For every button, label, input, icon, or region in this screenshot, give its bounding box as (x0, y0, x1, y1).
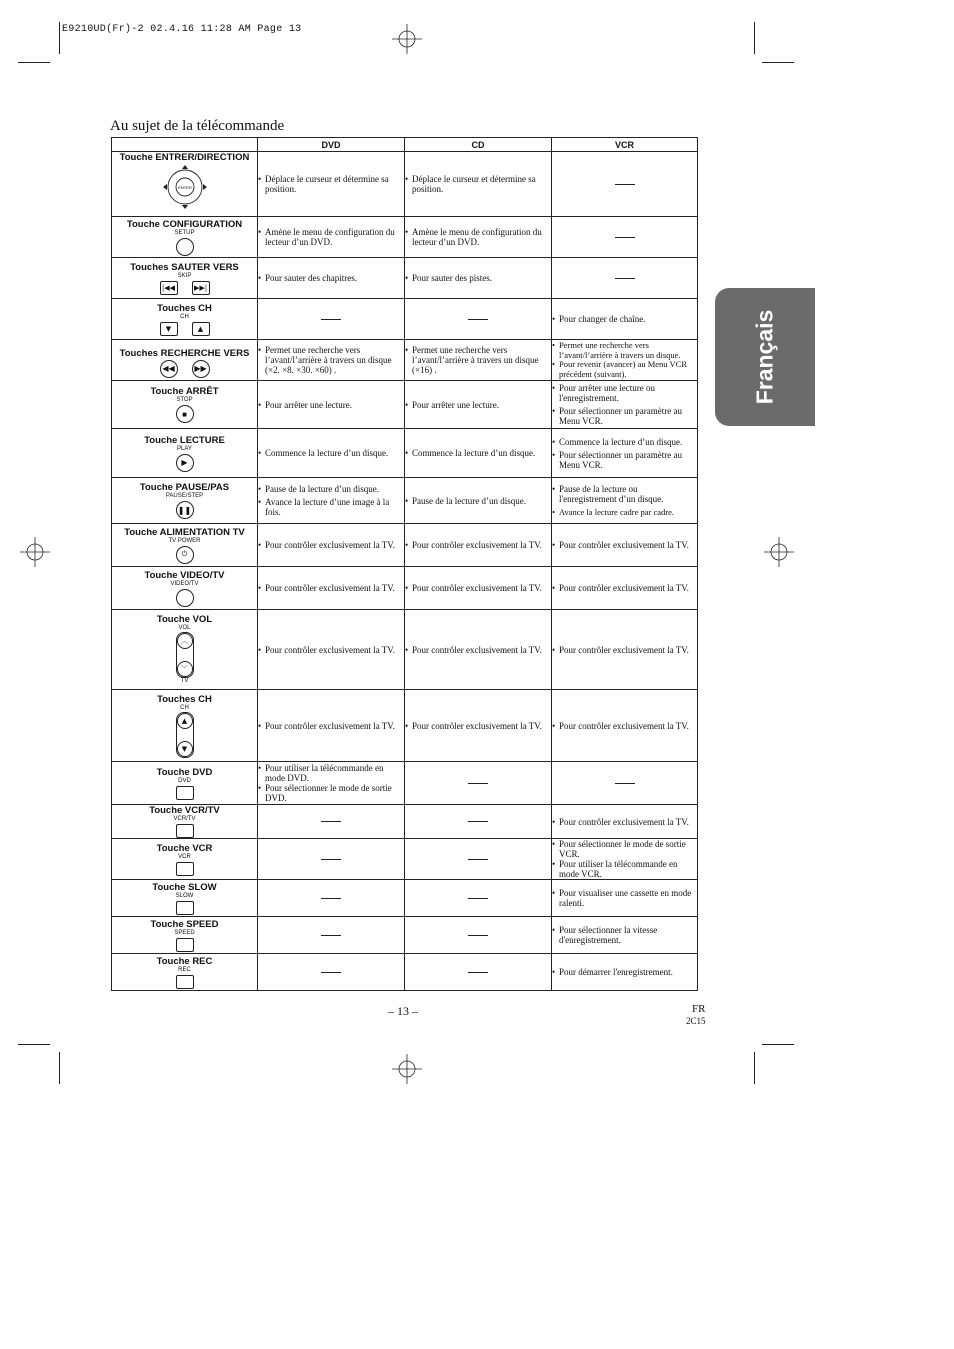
table-row (112, 299, 698, 340)
bullet-text: Pour contrôler exclusivement la TV. (559, 816, 689, 827)
cell-dvd: • Pause de la lecture d’un disque. • Avance la lecture d’une image à la fois. (258, 478, 405, 524)
not-applicable-dash (321, 972, 341, 973)
cell-cd: • Permet une recherche vers l’avant/l’arrière à travers un disque (×16) . (405, 340, 552, 381)
power-icon: ⏻ (176, 546, 194, 564)
button-label: VCR (178, 853, 191, 860)
button-label: REC (178, 966, 191, 973)
play-icon: ▶ (176, 454, 194, 472)
channel-up-icon: ▲ (177, 713, 193, 729)
cell-dvd: • Commence la lecture d’un disque. (258, 429, 405, 478)
column-header-cd: CD (405, 138, 552, 152)
button-label: VCR/TV (173, 816, 196, 822)
column-header-vcr: VCR (552, 138, 698, 152)
cell-dvd: • Pour contrôler exclusivement la TV. (258, 567, 405, 610)
button-label: TV (180, 678, 189, 684)
direction-pad-icon (160, 163, 210, 211)
table-row (112, 381, 698, 429)
cell-vcr: • Pour contrôler exclusivement la TV. (552, 567, 698, 610)
cell-dvd (258, 880, 405, 917)
cell-cd: • Pour arrêter une lecture. (405, 381, 552, 429)
cell-vcr: • Pour démarrer l'enregistrement. (552, 954, 698, 991)
cell-vcr (552, 152, 698, 217)
cell-cd: • Pour contrôler exclusivement la TV. (405, 610, 552, 690)
language-tab-label: Français (751, 309, 778, 405)
cell-cd (405, 805, 552, 839)
key-cell (112, 805, 258, 839)
bullet-text: Pour contrôler exclusivement la TV. (265, 583, 395, 593)
bullet-text: Avance la lecture cadre par cadre. (559, 507, 674, 517)
key-cell (112, 217, 258, 258)
button-label: VIDEO/TV (170, 580, 199, 587)
cell-cd: • Pour contrôler exclusivement la TV. (405, 567, 552, 610)
vcr-button-icon (176, 862, 194, 876)
channel-up-icon: ▲ (192, 322, 210, 336)
cell-cd: • Pour contrôler exclusivement la TV. (405, 690, 552, 762)
cell-cd: • Pour sauter des pistes. (405, 258, 552, 299)
key-cell (112, 381, 258, 429)
key-name: Touches CH (157, 693, 212, 705)
table-row (112, 839, 698, 880)
key-cell (112, 880, 258, 917)
bullet-text: Pour contrôler exclusivement la TV. (265, 644, 395, 655)
print-header: E9210UD(Fr)-2 02.4.16 11:28 AM Page 13 (62, 24, 302, 35)
stop-icon: ■ (176, 405, 194, 423)
table-row (112, 340, 698, 381)
channel-down-icon: ▼ (160, 322, 178, 336)
not-applicable-dash (321, 935, 341, 936)
cell-vcr: • Pour visualiser une cassette en mode ralenti. (552, 880, 698, 917)
language-code: FR (692, 1003, 706, 1015)
key-cell (112, 839, 258, 880)
cell-dvd: • Pour contrôler exclusivement la TV. (258, 690, 405, 762)
table-row (112, 478, 698, 524)
not-applicable-dash (321, 319, 341, 320)
fast-forward-icon: ▶▶ (192, 360, 210, 378)
key-name: Touches SAUTER VERS (130, 261, 239, 273)
cell-vcr (552, 217, 698, 258)
key-name: Touche ARRÊT (150, 386, 219, 397)
bullet-text: Pour utiliser la télécommande en mode VCR. (559, 859, 678, 879)
table-header-row (112, 138, 698, 152)
key-cell (112, 258, 258, 299)
not-applicable-dash (615, 237, 635, 238)
cell-vcr: • Pour sélectionner le mode de sortie VCR. • Pour utiliser la télécommande en mode VCR. (552, 839, 698, 880)
bullet-text: Pause de la lecture d’un disque. (412, 495, 526, 506)
cell-vcr (552, 762, 698, 805)
bullet-text: Pour revenir (avancer) au Menu VCR précédent (suivant). (559, 359, 688, 379)
cell-dvd: • Pour sauter des chapitres. (258, 258, 405, 299)
cell-vcr: • Commence la lecture d’un disque. • Pour sélectionner un paramètre au Menu VCR. (552, 429, 698, 478)
cell-vcr: • Pause de la lecture ou l'enregistrement d’un disque. • Avance la lecture cadre par cadre. (552, 478, 698, 524)
cell-vcr: • Pour changer de chaîne. (552, 299, 698, 340)
not-applicable-dash (321, 821, 341, 822)
enter-label: ENTER (177, 185, 192, 190)
bullet-text: Permet une recherche vers l’avant/l’arrière à travers un disque (×16) . (412, 345, 539, 375)
table-row (112, 152, 698, 217)
bullet-text: Pour contrôler exclusivement la TV. (265, 720, 395, 731)
cell-dvd (258, 954, 405, 991)
cell-vcr: • Pour contrôler exclusivement la TV. (552, 690, 698, 762)
video-tv-button-icon (176, 589, 194, 607)
rewind-icon: ◀◀ (160, 360, 178, 378)
cell-dvd (258, 299, 405, 340)
column-header-dvd: DVD (258, 138, 405, 152)
key-name: Touche DVD (156, 766, 213, 778)
table-row (112, 429, 698, 478)
bullet-text: Pour sélectionner le mode de sortie VCR. (559, 839, 686, 859)
bullet-text: Pour arrêter une lecture ou l'enregistrement. (559, 383, 655, 403)
table-row (112, 762, 698, 805)
bullet-text: Pour sélectionner la vitesse d'enregistrement. (559, 925, 658, 945)
bullet-text: Pour sélectionner un paramètre au Menu VCR. (559, 449, 682, 470)
pause-icon: ❚❚ (176, 501, 194, 519)
key-cell (112, 762, 258, 805)
bullet-text: Pour sauter des chapitres. (265, 273, 357, 283)
volume-down-icon: ﹀ (177, 661, 193, 677)
bullet-text: Pour contrôler exclusivement la TV. (559, 720, 689, 731)
bullet-text: Pause de la lecture d’un disque. (265, 484, 379, 494)
language-tab (715, 288, 815, 426)
cell-dvd: • Amène le menu de configuration du lecteur d’un DVD. (258, 217, 405, 258)
button-label: SLOW (175, 892, 194, 899)
skip-back-icon: |◀◀ (160, 281, 178, 295)
cell-vcr: • Pour sélectionner la vitesse d'enregistrement. (552, 917, 698, 954)
cell-dvd: • Pour arrêter une lecture. (258, 381, 405, 429)
crop-mark (754, 22, 755, 54)
bullet-text: Pause de la lecture ou l'enregistrement d’un disque. (559, 484, 664, 504)
page-number: – 13 – (388, 1004, 418, 1018)
cell-dvd (258, 917, 405, 954)
key-cell (112, 478, 258, 524)
setup-button-icon (176, 238, 194, 256)
vcr-tv-button-icon (176, 824, 194, 838)
table-row (112, 954, 698, 991)
bullet-text: Déplace le curseur et détermine sa position. (265, 174, 389, 194)
cell-dvd: • Pour contrôler exclusivement la TV. (258, 610, 405, 690)
button-label: CH (180, 313, 189, 320)
not-applicable-dash (468, 319, 488, 320)
cell-dvd: • Pour utiliser la télécommande en mode DVD. • Pour sélectionner le mode de sortie DVD. (258, 762, 405, 805)
not-applicable-dash (468, 898, 488, 899)
key-name: Touche VCR (156, 842, 213, 854)
bullet-text: Pour sélectionner le mode de sortie DVD. (265, 783, 392, 803)
remote-control-table (111, 137, 698, 991)
button-label: STOP (176, 397, 193, 403)
key-name: Touche ENTRER/DIRECTION (119, 152, 250, 163)
bullet-text: Pour contrôler exclusivement la TV. (412, 540, 542, 550)
cell-vcr: • Pour contrôler exclusivement la TV. (552, 524, 698, 567)
dvd-button-icon (176, 786, 194, 800)
bullet-text: Pour utiliser la télécommande en mode DVD. (265, 763, 384, 783)
cell-cd (405, 880, 552, 917)
table-row (112, 217, 698, 258)
button-label: DVD (178, 777, 191, 784)
button-label: PAUSE/STEP (165, 493, 204, 499)
registration-mark-icon (764, 537, 794, 567)
table-row (112, 610, 698, 690)
rec-button-icon (176, 975, 194, 989)
crop-mark (18, 1044, 50, 1045)
key-name: Touche SLOW (152, 881, 217, 893)
crop-mark (18, 62, 50, 63)
corner-cell (112, 138, 258, 152)
bullet-text: Amène le menu de configuration du lecteur d’un DVD. (265, 227, 395, 247)
not-applicable-dash (615, 184, 635, 185)
button-label: SKIP (177, 272, 192, 279)
not-applicable-dash (321, 859, 341, 860)
key-cell (112, 299, 258, 340)
not-applicable-dash (468, 972, 488, 973)
not-applicable-dash (468, 935, 488, 936)
cell-dvd (258, 839, 405, 880)
registration-mark-icon (392, 1054, 422, 1084)
channel-down-icon: ▼ (177, 741, 193, 757)
bullet-text: Déplace le curseur et détermine sa position. (412, 174, 536, 194)
bullet-text: Commence la lecture d’un disque. (412, 448, 536, 458)
cell-dvd (258, 805, 405, 839)
bullet-text: Pour démarrer l'enregistrement. (559, 967, 673, 977)
key-cell (112, 917, 258, 954)
speed-button-icon (176, 938, 194, 952)
bullet-text: Pour contrôler exclusivement la TV. (559, 644, 689, 655)
key-cell (112, 567, 258, 610)
not-applicable-dash (468, 783, 488, 784)
bullet-text: Amène le menu de configuration du lecteur d’un DVD. (412, 227, 542, 247)
key-cell (112, 152, 258, 217)
crop-mark (754, 1052, 755, 1084)
button-label: CH (180, 704, 189, 711)
table-row (112, 524, 698, 567)
button-label: SPEED (174, 929, 195, 936)
bullet-text: Pour arrêter une lecture. (412, 399, 499, 410)
volume-up-icon: ︿ (177, 633, 193, 649)
bullet-text: Commence la lecture d’un disque. (265, 448, 389, 458)
table-row (112, 690, 698, 762)
crop-mark (59, 22, 60, 54)
bullet-text: Permet une recherche vers l’avant/l’arrière à travers un disque (×2. ×8. ×30. ×60) . (265, 345, 392, 375)
not-applicable-dash (468, 859, 488, 860)
bullet-text: Pour contrôler exclusivement la TV. (412, 644, 542, 655)
bullet-text: Permet une recherche vers l’avant/l’arrière à travers un disque. (559, 340, 681, 360)
cell-cd (405, 299, 552, 340)
key-name: Touches RECHERCHE VERS (119, 347, 250, 359)
not-applicable-dash (468, 821, 488, 822)
key-name: Touche VOL (156, 614, 213, 625)
registration-mark-icon (20, 537, 50, 567)
key-name: Touche VCR/TV (149, 805, 220, 816)
button-label: PLAY (177, 445, 192, 452)
not-applicable-dash (321, 898, 341, 899)
channel-rocker-icon (176, 712, 194, 758)
bullet-text: Pour contrôler exclusivement la TV. (412, 583, 542, 593)
button-label: TV POWER (168, 537, 201, 544)
cell-cd (405, 839, 552, 880)
cell-cd: • Pour contrôler exclusivement la TV. (405, 524, 552, 567)
key-name: Touche VIDEO/TV (144, 569, 225, 581)
cell-cd: • Amène le menu de configuration du lecteur d’un DVD. (405, 217, 552, 258)
table-row (112, 917, 698, 954)
key-cell (112, 690, 258, 762)
crop-mark (59, 1052, 60, 1084)
cell-cd (405, 917, 552, 954)
cell-dvd: • Pour contrôler exclusivement la TV. (258, 524, 405, 567)
table-row (112, 567, 698, 610)
crop-mark (762, 62, 794, 63)
table-row (112, 805, 698, 839)
cell-cd: • Commence la lecture d’un disque. (405, 429, 552, 478)
cell-cd (405, 762, 552, 805)
bullet-text: Pour sauter des pistes. (412, 273, 492, 283)
bullet-text: Pour contrôler exclusivement la TV. (265, 540, 395, 550)
bullet-text: Pour changer de chaîne. (559, 314, 646, 324)
key-cell (112, 954, 258, 991)
cell-vcr: • Pour contrôler exclusivement la TV. (552, 610, 698, 690)
key-name: Touches CH (157, 302, 212, 314)
key-cell (112, 524, 258, 567)
key-name: Touche ALIMENTATION TV (124, 526, 245, 538)
bullet-text: Avance la lecture d’une image à la fois. (265, 497, 390, 517)
crop-mark (762, 1044, 794, 1045)
key-cell (112, 340, 258, 381)
button-label: VOL (178, 625, 191, 631)
skip-forward-icon: ▶▶| (192, 281, 210, 295)
key-name: Touche REC (156, 955, 213, 967)
cell-dvd: • Permet une recherche vers l’avant/l’arrière à travers un disque (×2. ×8. ×30. ×60) . (258, 340, 405, 381)
bullet-text: Pour contrôler exclusivement la TV. (559, 583, 689, 593)
not-applicable-dash (615, 783, 635, 784)
table-row (112, 258, 698, 299)
bullet-text: Pour sélectionner un paramètre au Menu VCR. (559, 406, 682, 426)
cell-vcr: • Permet une recherche vers l’avant/l’arrière à travers un disque. • Pour revenir (avancer) au Menu VCR précédent (suivant). (552, 340, 698, 381)
table-row (112, 880, 698, 917)
cell-cd (405, 954, 552, 991)
bullet-text: Pour visualiser une cassette en mode ralenti. (559, 888, 692, 908)
not-applicable-dash (615, 278, 635, 279)
key-cell (112, 429, 258, 478)
key-name: Touche SPEED (150, 918, 219, 930)
key-name: Touche CONFIGURATION (126, 218, 243, 230)
registration-mark-icon (392, 24, 422, 54)
cell-vcr: • Pour arrêter une lecture ou l'enregistrement. • Pour sélectionner un paramètre au Menu VCR. (552, 381, 698, 429)
document-code: 2C15 (686, 1016, 706, 1026)
key-name: Touche LECTURE (144, 434, 225, 446)
bullet-text: Pour contrôler exclusivement la TV. (559, 540, 689, 550)
bullet-text: Pour contrôler exclusivement la TV. (412, 720, 542, 731)
slow-button-icon (176, 901, 194, 915)
volume-rocker-icon (176, 632, 194, 678)
cell-cd: • Pause de la lecture d’un disque. (405, 478, 552, 524)
bullet-text: Commence la lecture d’un disque. (559, 436, 683, 447)
bullet-text: Pour arrêter une lecture. (265, 399, 352, 410)
cell-cd: • Déplace le curseur et détermine sa position. (405, 152, 552, 217)
cell-vcr: • Pour contrôler exclusivement la TV. (552, 805, 698, 839)
key-cell (112, 610, 258, 690)
key-name: Touche PAUSE/PAS (139, 482, 230, 493)
button-label: SETUP (174, 229, 195, 236)
cell-vcr (552, 258, 698, 299)
cell-dvd: • Déplace le curseur et détermine sa position. (258, 152, 405, 217)
section-title: Au sujet de la télécommande (110, 118, 285, 134)
